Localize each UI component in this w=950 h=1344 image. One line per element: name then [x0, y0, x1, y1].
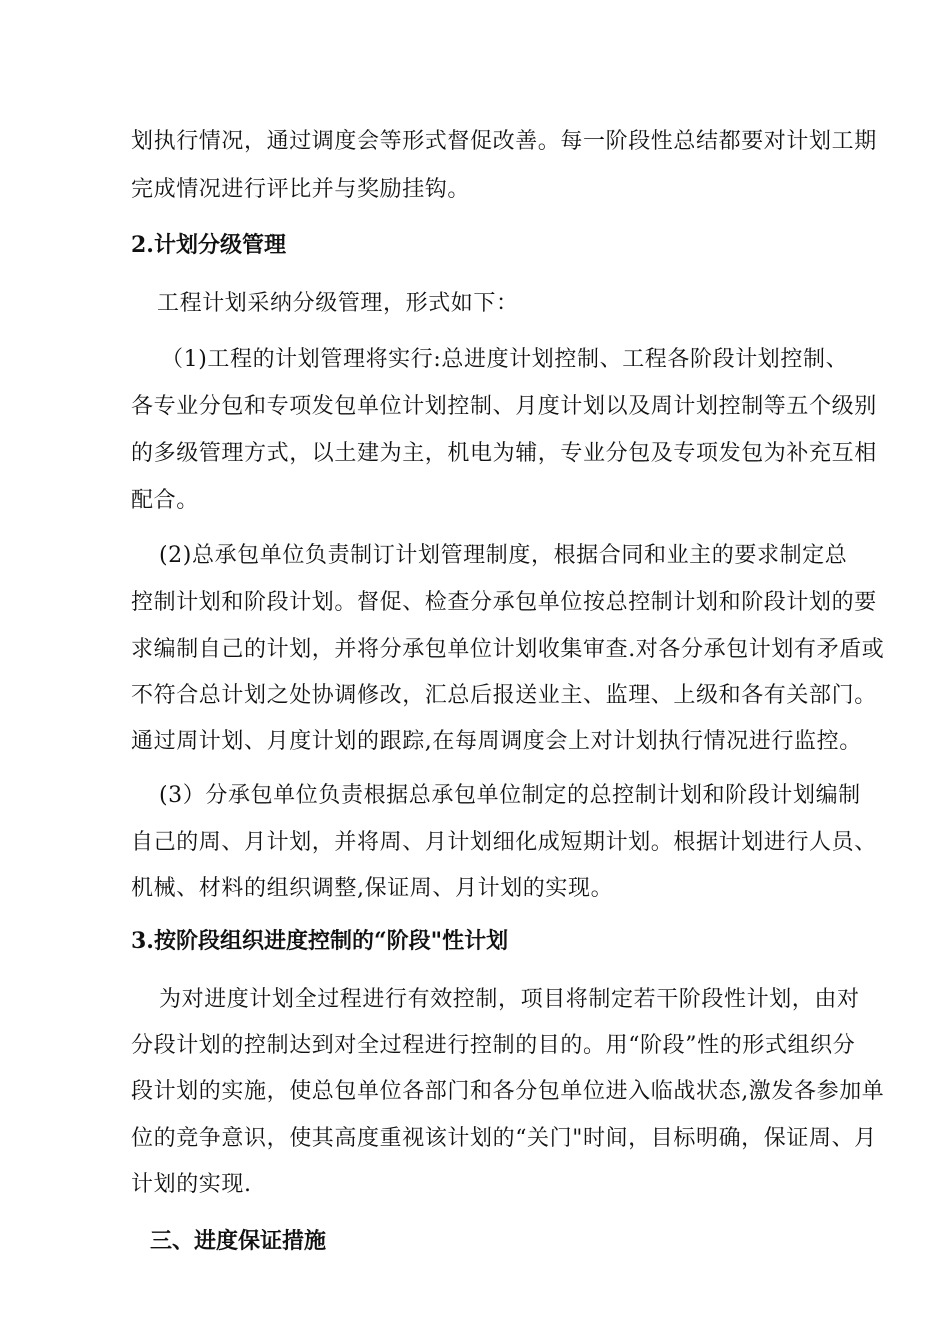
paragraph-6-line-3: 段计划的实施，使总包单位各部门和各分包单位进入临战状态,激发各参加单: [131, 1079, 885, 1104]
paragraph-5-line-3: 机械、材料的组织调整,保证周、月计划的实现。: [131, 876, 614, 901]
paragraph-3-line-4: 配合。: [131, 488, 199, 513]
paragraph-4-line-2: 控制计划和阶段计划。督促、检查分承包单位按总控制计划和阶段计划的要: [131, 590, 877, 615]
paragraph-2-line-1: 工程计划采纳分级管理，形式如下：: [157, 291, 519, 316]
paragraph-3-line-2: 各专业分包和专项发包单位计划控制、月度计划以及周计划控制等五个级别: [131, 394, 877, 419]
heading-phase-progress-control: 3.按阶段组织进度控制的“阶段"性计划: [131, 928, 509, 954]
paragraph-4-line-4: 不符合总计划之处协调修改，汇总后报送业主、监理、上级和各有关部门。: [131, 683, 877, 708]
paragraph-6-line-2: 分段计划的控制达到对全过程进行控制的目的。用“阶段”性的形式组织分: [131, 1033, 856, 1058]
heading-plan-level-management: 2.计划分级管理: [131, 232, 286, 258]
paragraph-4-line-5: 通过周计划、月度计划的跟踪,在每周调度会上对计划执行情况进行监控。: [131, 729, 862, 754]
paragraph-6-line-4: 位的竞争意识，使其高度重视该计划的“关门"时间，目标明确，保证周、月: [131, 1126, 877, 1151]
paragraph-5-line-1: (3）分承包单位负责根据总承包单位制定的总控制计划和阶段计划编制: [159, 783, 861, 808]
paragraph-6-line-1: 为对进度计划全过程进行有效控制，项目将制定若干阶段性计划，由对: [159, 987, 860, 1012]
section-title-progress-guarantee: 三、进度保证措施: [150, 1228, 327, 1254]
paragraph-3-line-1: （1)工程的计划管理将实行:总进度计划控制、工程各阶段计划控制、: [161, 347, 849, 372]
paragraph-3-line-3: 的多级管理方式，以土建为主，机电为辅，专业分包及专项发包为补充互相: [131, 441, 877, 466]
paragraph-6-line-5: 计划的实现.: [131, 1172, 252, 1197]
paragraph-4-line-1: (2)总承包单位负责制订计划管理制度，根据合同和业主的要求制定总: [159, 543, 848, 568]
paragraph-5-line-2: 自己的周、月计划，并将周、月计划细化成短期计划。根据计划进行人员、: [131, 830, 877, 855]
paragraph-4-line-3: 求编制自己的计划，并将分承包单位计划收集审查.对各分承包计划有矛盾或: [131, 637, 885, 662]
paragraph-1-line-2: 完成情况进行评比并与奖励挂钩。: [131, 177, 471, 202]
paragraph-1-line-1: 划执行情况，通过调度会等形式督促改善。每一阶段性总结都要对计划工期: [131, 129, 877, 154]
